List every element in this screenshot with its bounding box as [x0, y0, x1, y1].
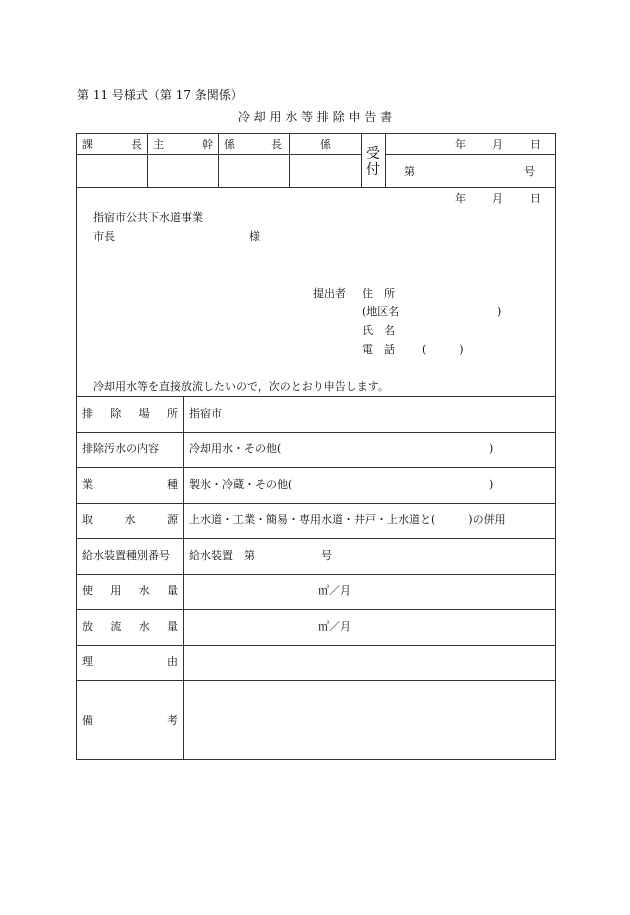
applicant-district-close: ): [497, 305, 502, 318]
approval-shukan: 主 幹: [153, 138, 213, 151]
row-label-industry: 業 種: [82, 478, 178, 491]
row-value-supply-device-number[interactable]: 給水装置 第 号: [189, 549, 332, 562]
approval-kakaricho: 係 長: [224, 138, 282, 151]
row-label-discharge-location: 排 除 場 所: [82, 407, 178, 420]
statement: 冷却用水等を直接放流したいので，次のとおり申告します。: [93, 380, 389, 393]
date-day: 日: [530, 192, 541, 205]
row-close-sewage-content: ): [489, 442, 494, 455]
addressee-org: 指宿市公共下水道事業: [93, 211, 203, 224]
stamp-box-kacho[interactable]: [78, 156, 146, 186]
applicant-label: 提出者: [313, 287, 346, 300]
row-value-water-usage[interactable]: ㎥／月: [318, 584, 351, 597]
approval-kacho: 課 長: [82, 138, 142, 151]
addressee-honorific: 様: [249, 230, 260, 243]
applicant-phone-paren: ( ): [422, 343, 464, 356]
addressee-title: 市長: [93, 230, 115, 243]
row-value-reason[interactable]: [189, 656, 549, 676]
approval-bottom-line: [77, 187, 555, 188]
row-value-remarks[interactable]: [189, 690, 549, 750]
receipt-go: 号: [524, 165, 535, 178]
applicant-phone-label: 電 話: [362, 343, 395, 356]
approval-header-line: [77, 154, 361, 155]
date-year: 年: [455, 192, 466, 205]
row-close-industry: ): [489, 478, 494, 491]
row-label-water-usage: 使 用 水 量: [82, 584, 178, 597]
stamp-box-kakaricho[interactable]: [220, 156, 288, 186]
receipt-dai: 第: [404, 165, 415, 178]
form-number: 第 11 号様式（第 17 条関係）: [77, 88, 243, 102]
row-value-discharge-volume[interactable]: ㎥／月: [318, 620, 351, 633]
receipt-month: 月: [492, 138, 503, 151]
row-value-industry[interactable]: 製氷・冷蔵・その他(: [189, 478, 293, 491]
receipt-year: 年: [455, 138, 466, 151]
applicant-district-label: (地区名: [362, 305, 400, 318]
receipt-label-top: 受: [366, 146, 380, 162]
row-label-sewage-content: 排除汚水の内容: [82, 442, 159, 455]
receipt-label-bottom: 付: [366, 162, 380, 178]
row-label-supply-device-number: 給水装置種別番号: [82, 549, 170, 562]
row-value-water-source[interactable]: 上水道・工業・簡易・専用水道・井戸・上水道と( )の併用: [189, 513, 506, 526]
stamp-box-kakari[interactable]: [291, 156, 360, 186]
applicant-address-label: 住 所: [362, 287, 395, 300]
row-label-water-source: 取 水 源: [82, 513, 178, 526]
approval-kakari: 係: [320, 138, 331, 151]
row-value-discharge-location[interactable]: 指宿市: [189, 407, 222, 420]
row-label-remarks: 備 考: [82, 714, 178, 727]
form-title: 冷 却 用 水 等 排 除 申 告 書: [237, 110, 393, 124]
row-label-reason: 理 由: [82, 655, 178, 668]
date-month: 月: [492, 192, 503, 205]
applicant-name-label: 氏 名: [362, 324, 395, 337]
stamp-box-shukan[interactable]: [149, 156, 217, 186]
row-value-sewage-content[interactable]: 冷却用水・その他(: [189, 442, 282, 455]
receipt-day: 日: [530, 138, 541, 151]
row-label-discharge-volume: 放 流 水 量: [82, 620, 178, 633]
